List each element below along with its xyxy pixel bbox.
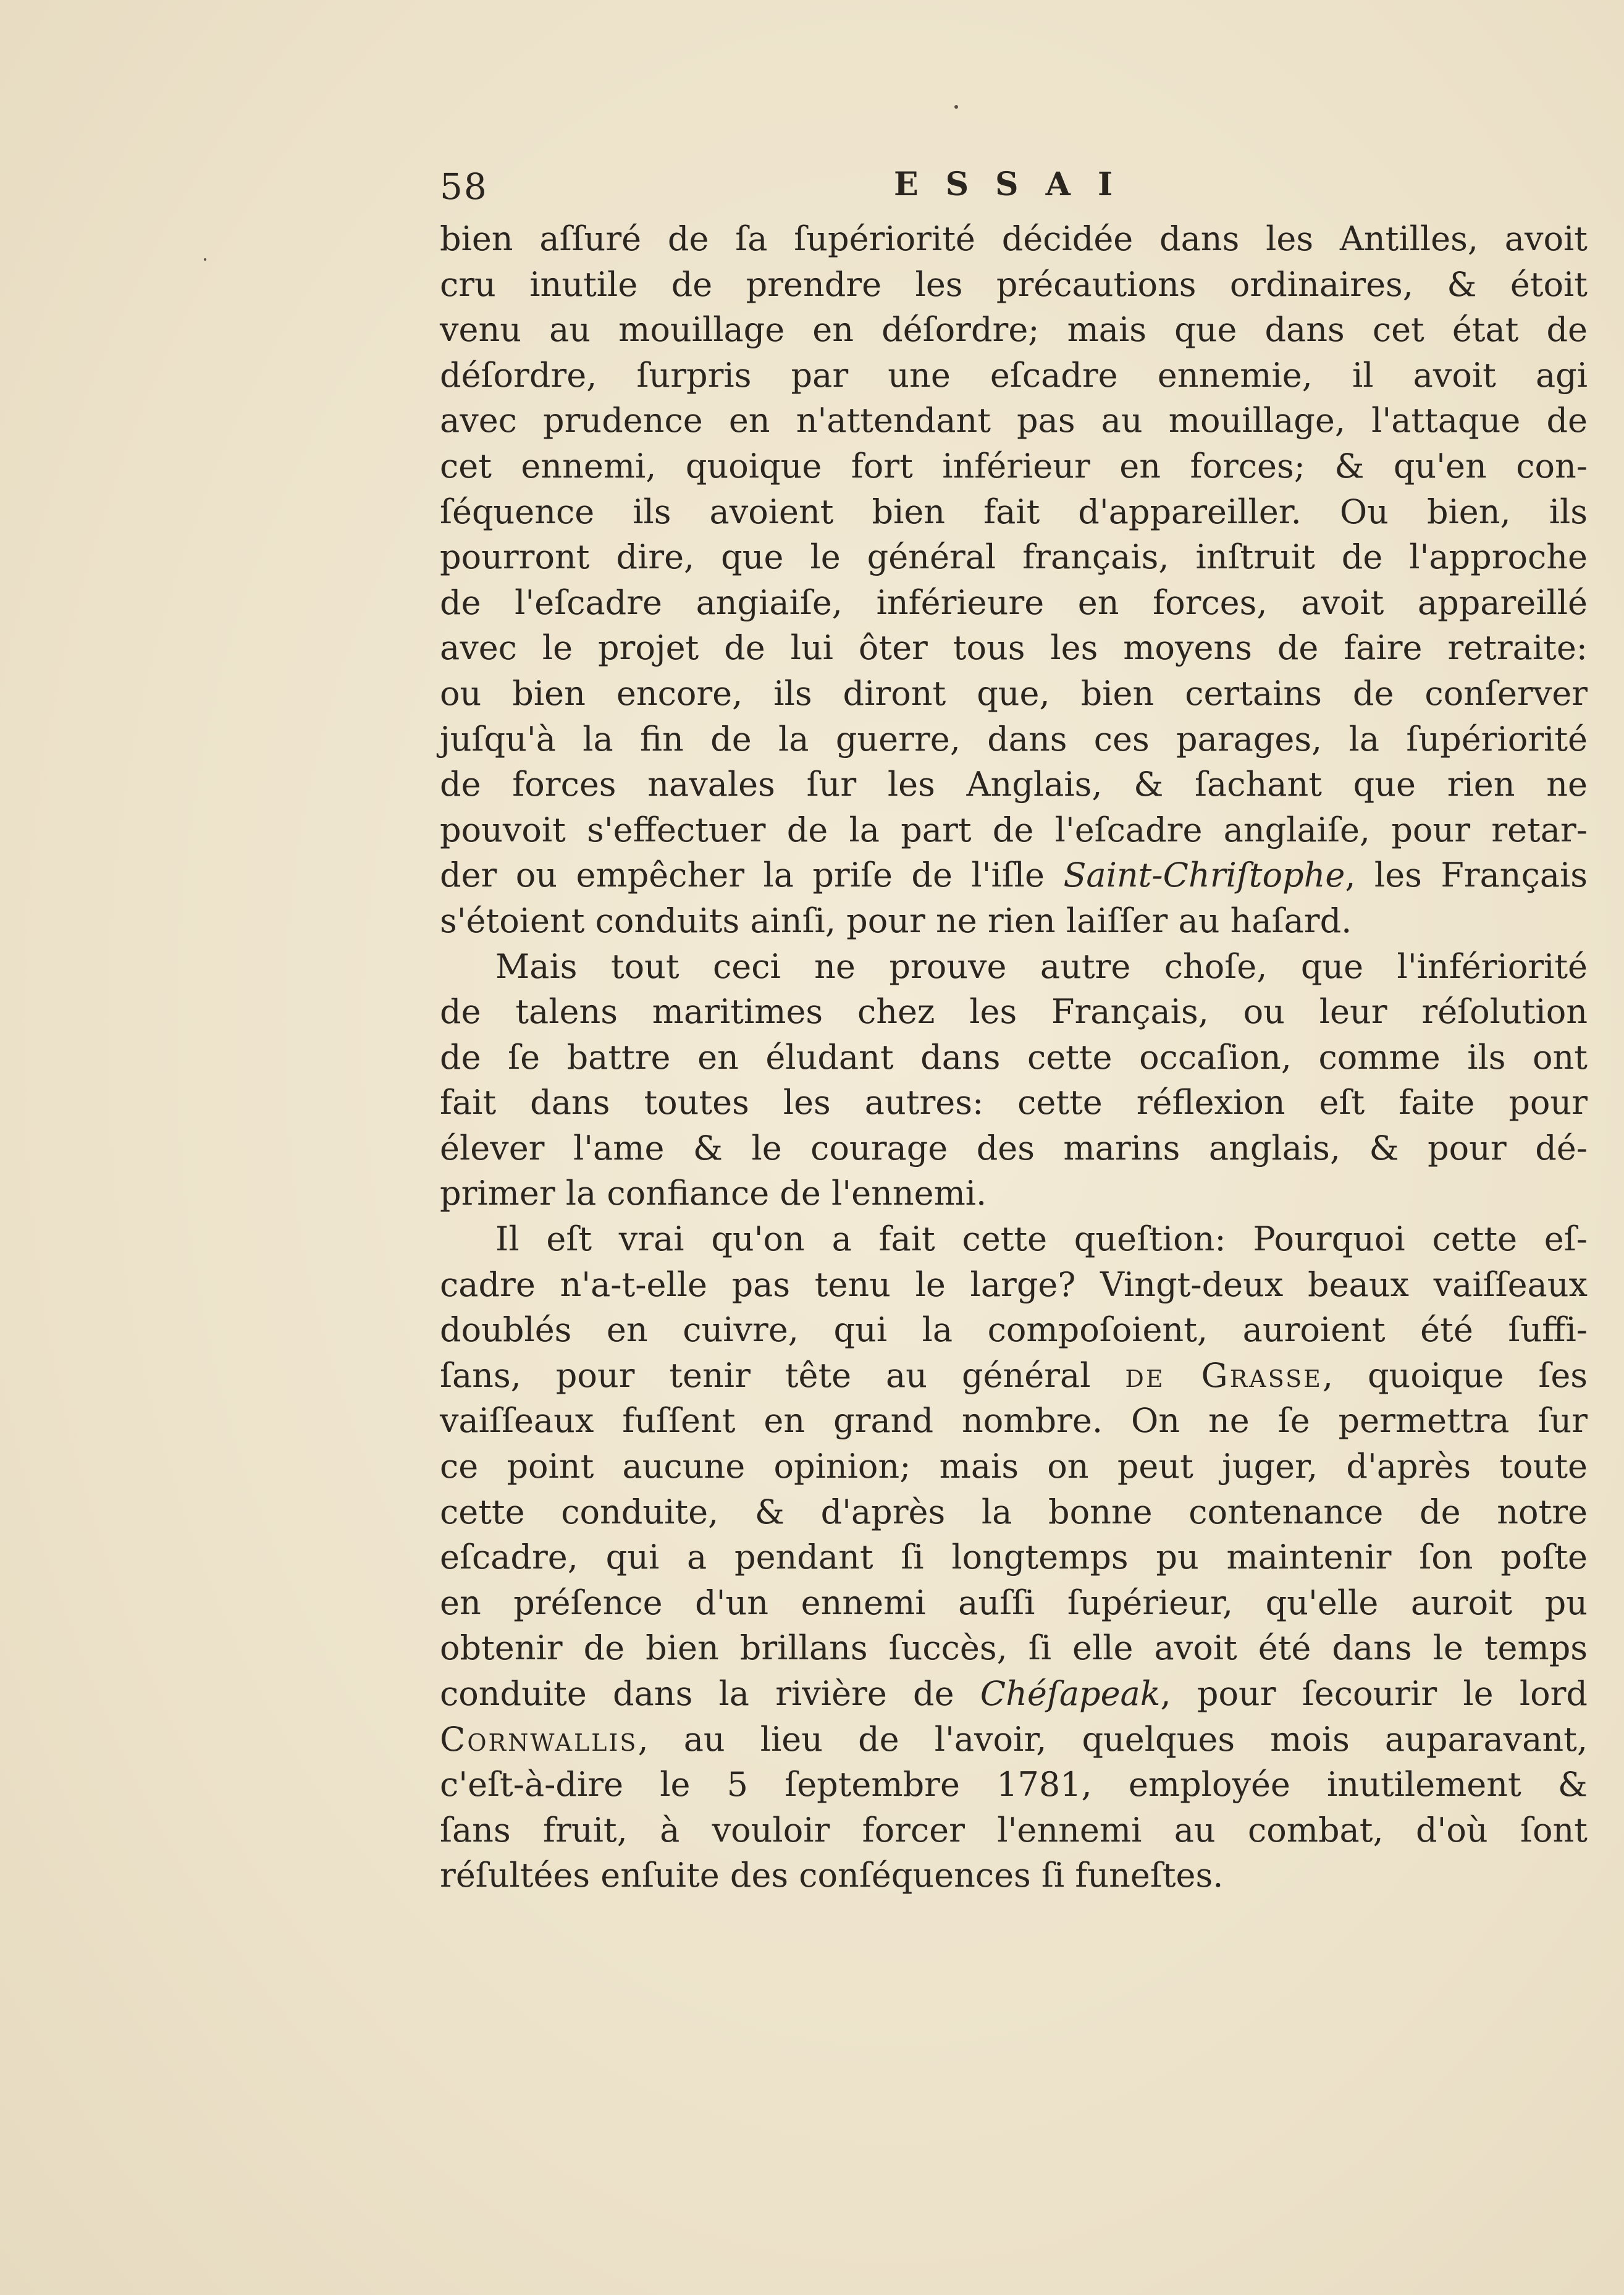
text-line [440,1762,1588,1808]
text-segment: venu au mouillage en déſordre; mais que dans cet état de [440,310,1588,350]
text-segment: obtenir de bien brillans ſuccès, ſi elle avoit été dans le temps [440,1628,1588,1668]
small-caps-name: de Grasse [1125,1355,1323,1395]
text-line [440,1353,1588,1399]
text-segment: avec prudence en n'attendant pas au mouillage, l'attaque de [440,401,1588,440]
text-segment: , au lieu de l'avoir, quelques mois auparavant, [637,1719,1588,1759]
text-segment: , quoique ſes [1322,1355,1588,1395]
text-line [440,489,1588,535]
text-line [440,1307,1588,1353]
text-line [440,1171,1588,1216]
text-segment: ſéquence ils avoient bien fait d'appareiller. Ou bien, ils [440,492,1588,531]
text-segment: ſans fruit, à vouloir forcer l'ennemi au combat, d'où ſont [440,1810,1588,1850]
text-segment: déſordre, ſurpris par une eſcadre ennemie, il avoit agi [440,355,1588,395]
text-segment: ce point aucune opinion; mais on peut juger, d'après toute [440,1447,1588,1486]
text-line [440,307,1588,353]
italic-text: Chéſapeak [980,1674,1161,1713]
ink-speck [954,105,958,109]
text-segment: de talens maritimes chez les Français, ou leur réſolution [440,992,1588,1032]
text-segment: fait dans toutes les autres: cette réflexion eſt faite pour [440,1083,1588,1122]
text-line [440,989,1588,1035]
text-line [440,717,1588,762]
text-line [440,898,1588,944]
text-line [440,534,1588,580]
text-line [440,1444,1588,1489]
text-line [440,625,1588,671]
text-segment: en préſence d'un ennemi auſſi ſupérieur, qu'elle auroit pu [440,1583,1588,1622]
text-segment: ſans, pour tenir tête au général [440,1355,1125,1395]
text-line [440,1080,1588,1126]
text-segment: de l'eſcadre angiaiſe, inférieure en forces, avoit appareillé [440,583,1588,622]
small-caps-name: Cornwallis [440,1719,638,1759]
text-line [440,1535,1588,1580]
text-line [440,1216,1588,1262]
text-segment: c'eſt-à-dire le 5 ſeptembre 1781, employée inutilement & [440,1765,1588,1804]
text-segment: s'étoient conduits ainſi, pour ne rien laiſſer au haſard. [440,901,1352,940]
text-segment: réſultées enſuite des conſéquences ſi funeſtes. [440,1856,1224,1895]
text-line [440,398,1588,444]
page-number: 58 [440,166,488,208]
text-segment: cru inutile de prendre les précautions ordinaires, & étoit [440,264,1588,304]
text-segment: , pour ſecourir le lord [1160,1674,1588,1713]
text-segment: Mais tout ceci ne prouve autre choſe, que l'infériorité [495,946,1588,986]
text-line [440,580,1588,626]
body-text [440,216,1588,1898]
text-line [440,1580,1588,1626]
text-segment: doublés en cuivre, qui la compoſoient, auroient été ſuffi- [440,1310,1588,1350]
text-line [440,444,1588,489]
text-segment: eſcadre, qui a pendant ſi longtemps pu maintenir ſon poſte [440,1538,1588,1577]
text-segment: cadre n'a-t-elle pas tenu le large? Vingt-deux beaux vaiſſeaux [440,1265,1588,1304]
text-segment: Il eſt vrai qu'on a fait cette queſtion: Pourquoi cette eſ- [495,1219,1588,1259]
text-segment: primer la confiance de l'ennemi. [440,1174,987,1213]
text-segment: bien aſſuré de ſa ſupériorité décidée dans les Antilles, avoit [440,219,1588,258]
text-line [440,1262,1588,1308]
text-segment: cet ennemi, quoique fort inférieur en forces; & qu'en con- [440,446,1588,486]
text-line [440,1717,1588,1762]
text-segment: der ou empêcher la priſe de l'iſle [440,856,1064,895]
text-segment: , les Français [1345,856,1588,895]
text-line [440,807,1588,853]
text-line [440,944,1588,990]
text-line [440,262,1588,308]
text-line [440,353,1588,398]
text-line [440,671,1588,717]
text-segment: de forces navales ſur les Anglais, & ſachant que rien ne [440,765,1588,804]
text-line [440,853,1588,898]
text-segment: élever l'ame & le courage des marins anglais, & pour dé- [440,1128,1588,1168]
text-line [440,1671,1588,1717]
text-segment: cette conduite, & d'après la bonne contenance de notre [440,1492,1588,1531]
text-line [440,1808,1588,1853]
text-line [440,1489,1588,1535]
text-segment: de ſe battre en éludant dans cette occaſion, comme ils ont [440,1037,1588,1077]
text-line [440,762,1588,807]
italic-text: Saint-Chriſtophe [1063,856,1345,895]
text-segment: vaiſſeaux fuſſent en grand nombre. On ne ſe permettra ſur [440,1401,1588,1441]
text-segment: conduite dans la rivière de [440,1674,980,1713]
text-line [440,1126,1588,1171]
text-line [440,1625,1588,1671]
text-segment: pouvoit s'effectuer de la part de l'eſcadre anglaiſe, pour retar- [440,810,1588,849]
text-line [440,1035,1588,1080]
page-header [440,166,1150,215]
text-line [440,1398,1588,1444]
text-segment: pourront dire, que le général français, inſtruit de l'approche [440,537,1588,577]
running-head: ESSAI [894,166,1140,203]
text-segment: juſqu'à la fin de la guerre, dans ces parages, la ſupériorité [440,719,1588,759]
text-segment: ou bien encore, ils diront que, bien certains de conſerver [440,673,1588,713]
text-line [440,1853,1588,1898]
ink-speck [204,258,206,261]
text-segment: avec le projet de lui ôter tous les moyens de faire retraite: [440,628,1588,668]
text-line [440,216,1588,262]
